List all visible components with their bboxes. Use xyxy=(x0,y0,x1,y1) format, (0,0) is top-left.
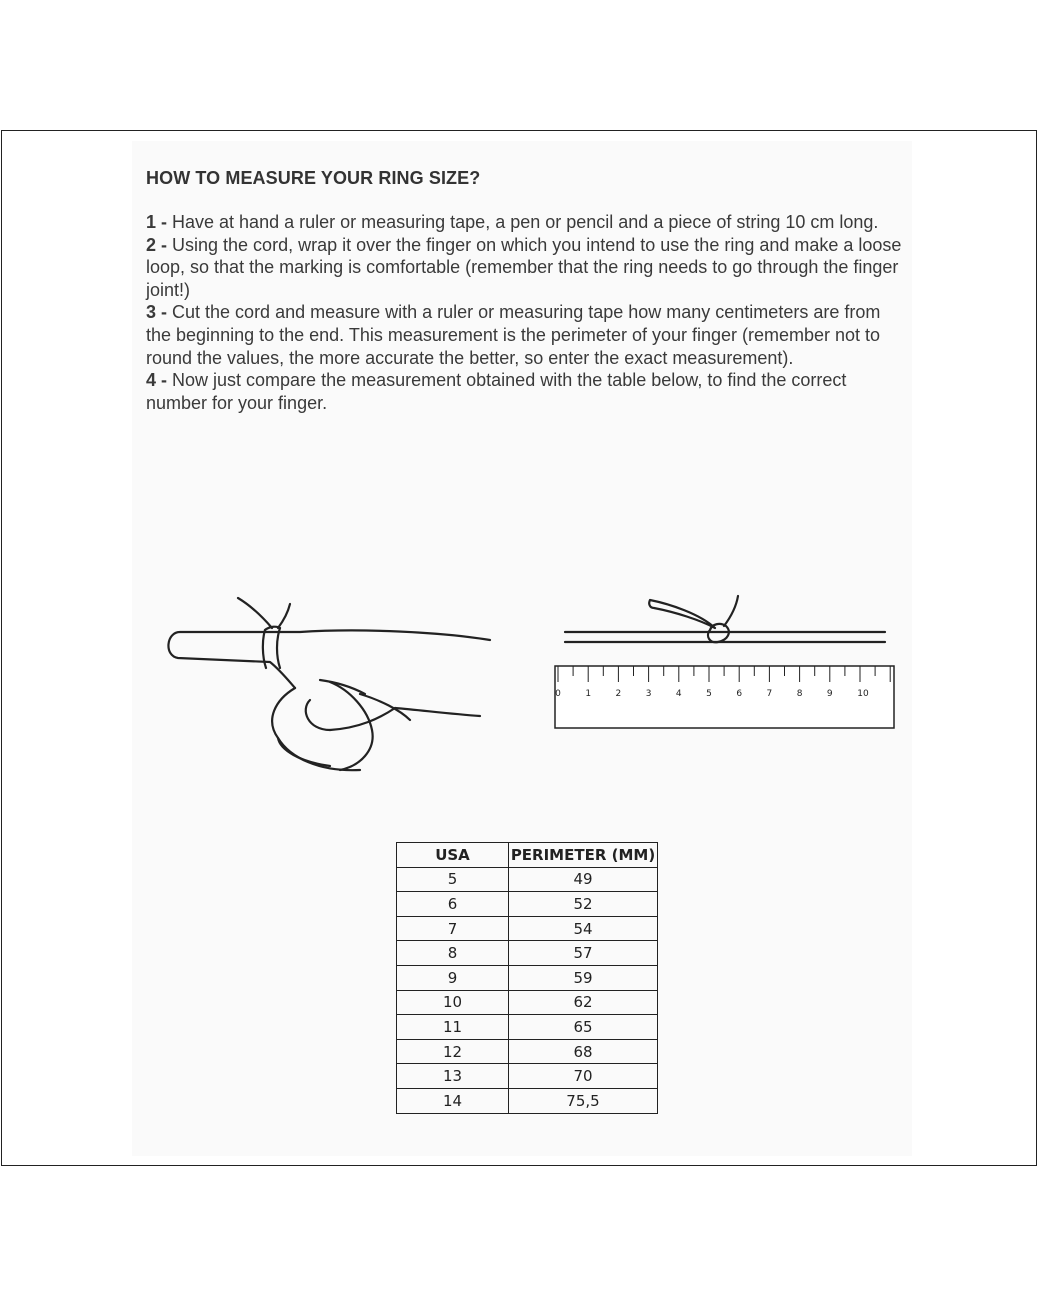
page-title: HOW TO MEASURE YOUR RING SIZE? xyxy=(146,168,481,188)
perimeter-cell: 57 xyxy=(509,941,658,966)
table-row xyxy=(397,1015,658,1040)
table-row xyxy=(397,990,658,1015)
ruler-label: 9 xyxy=(826,689,833,699)
usa-size-cell: 11 xyxy=(397,1015,509,1040)
ruler-label: 6 xyxy=(736,689,743,699)
step-number: 3 - xyxy=(146,302,168,323)
step-text: Have at hand a ruler or measuring tape, a pen or pencil and a piece of string 10 cm long. xyxy=(167,212,879,232)
perimeter-cell: 65 xyxy=(509,1015,658,1040)
ruler-label: 7 xyxy=(766,689,773,699)
ruler-label: 4 xyxy=(675,689,682,699)
usa-size-cell: 9 xyxy=(397,965,509,990)
usa-size-cell: 6 xyxy=(397,892,509,917)
usa-size-cell: 12 xyxy=(397,1039,509,1064)
ruler-label: 2 xyxy=(615,689,622,699)
table-header-row xyxy=(397,843,658,868)
step-number: 4 - xyxy=(146,370,168,391)
table-row xyxy=(397,1039,658,1064)
usa-size-cell: 7 xyxy=(397,916,509,941)
ruler-label: 8 xyxy=(796,689,803,699)
usa-size-cell: 10 xyxy=(397,990,509,1015)
usa-size-cell: 14 xyxy=(397,1088,509,1113)
perimeter-cell: 54 xyxy=(509,916,658,941)
perimeter-cell: 70 xyxy=(509,1064,658,1089)
ruler-label: 5 xyxy=(706,689,712,699)
ruler-label: 1 xyxy=(585,689,592,699)
perimeter-cell: 62 xyxy=(509,990,658,1015)
step-1 xyxy=(146,211,906,234)
usa-size-cell: 13 xyxy=(397,1064,509,1089)
usa-size-cell: 5 xyxy=(397,867,509,892)
step-number: 1 - xyxy=(146,212,168,232)
step-text: Now just compare the measurement obtained with the table below, to find the correct number for your finger. xyxy=(146,370,847,413)
table-row xyxy=(397,1064,658,1089)
step-2 xyxy=(146,234,906,302)
column-header-usa: USA xyxy=(397,843,509,868)
step-4 xyxy=(146,369,906,414)
hand-with-string-illustration xyxy=(160,590,500,790)
table-row xyxy=(397,892,658,917)
step-3 xyxy=(146,301,906,369)
table-row xyxy=(397,965,658,990)
ruler-with-string-illustration xyxy=(550,590,900,740)
table-row xyxy=(397,916,658,941)
table-row xyxy=(397,941,658,966)
perimeter-cell: 49 xyxy=(509,867,658,892)
ring-size-table xyxy=(396,842,658,1114)
perimeter-cell: 75,5 xyxy=(509,1088,658,1113)
perimeter-cell: 68 xyxy=(509,1039,658,1064)
ruler-label: 3 xyxy=(645,689,652,699)
step-number: 2 - xyxy=(146,234,168,255)
ruler-label: 0 xyxy=(555,689,561,699)
column-header-perimeter: PERIMETER (MM) xyxy=(509,843,658,868)
step-text: Cut the cord and measure with a ruler or measuring tape how many centimeters are from the beginning to the end. This measurement is the perimeter of your finger (remember not to round the values, the more accurate the better, so enter the exact measurement). xyxy=(146,302,881,368)
perimeter-cell: 59 xyxy=(509,965,658,990)
table-row xyxy=(397,867,658,892)
ruler-label: 10 xyxy=(857,689,869,699)
usa-size-cell: 8 xyxy=(397,941,509,966)
step-text: Using the cord, wrap it over the finger on which you intend to use the ring and make a loose loop, so that the marking is comfortable (remember that the ring needs to go through the finger joint!) xyxy=(146,234,902,300)
perimeter-cell: 52 xyxy=(509,892,658,917)
instructions xyxy=(146,211,906,414)
table-row xyxy=(397,1088,658,1113)
